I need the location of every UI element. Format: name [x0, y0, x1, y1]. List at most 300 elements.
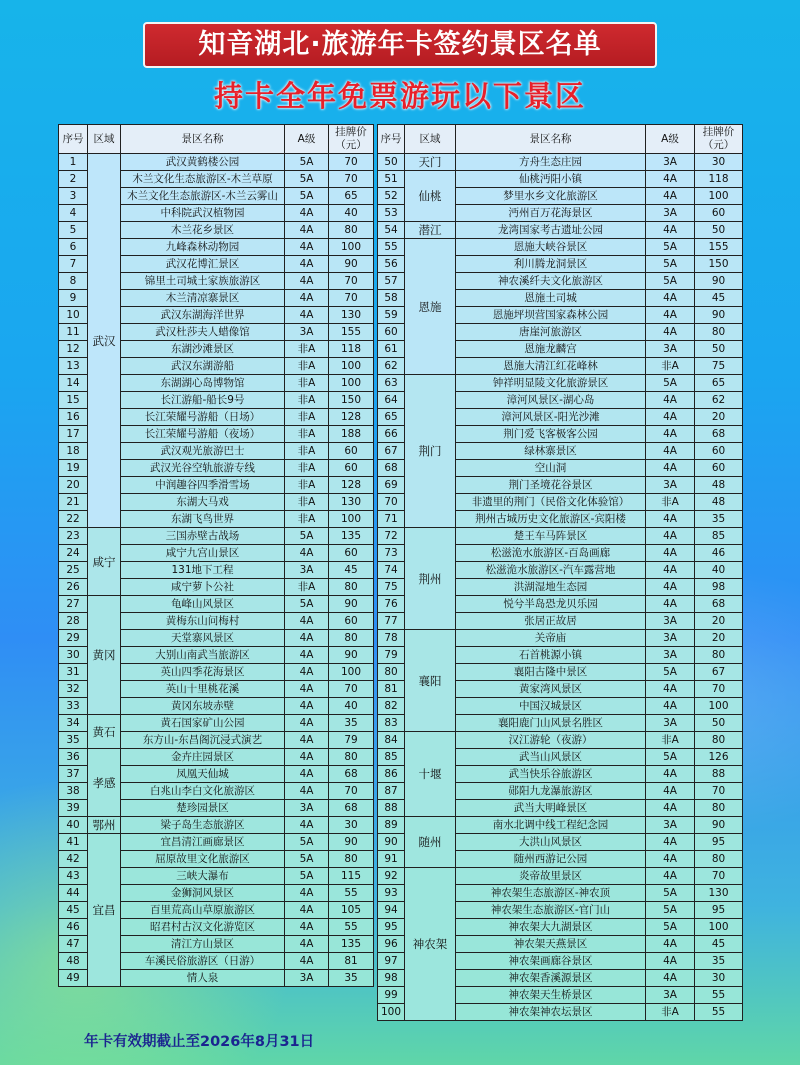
row-number: 93 — [378, 885, 405, 902]
scenic-name: 张居正故居 — [456, 613, 646, 630]
scenic-name: 荆门爱飞客极客公园 — [456, 426, 646, 443]
row-number: 10 — [59, 307, 88, 324]
ticket-price: 46 — [695, 545, 743, 562]
ticket-price: 75 — [695, 358, 743, 375]
ticket-price: 95 — [695, 834, 743, 851]
a-level: 非A — [285, 392, 329, 409]
row-number: 95 — [378, 919, 405, 936]
row-number: 2 — [59, 171, 88, 188]
a-level: 4A — [646, 953, 695, 970]
a-level: 4A — [285, 273, 329, 290]
scenic-name: 情人泉 — [121, 970, 285, 987]
ticket-price: 60 — [695, 443, 743, 460]
ticket-price: 65 — [329, 188, 374, 205]
row-number: 50 — [378, 154, 405, 171]
ticket-price: 130 — [329, 307, 374, 324]
scenic-name: 英山四季花海景区 — [121, 664, 285, 681]
row-number: 66 — [378, 426, 405, 443]
region-cell: 黄冈 — [88, 596, 121, 715]
a-level: 5A — [285, 171, 329, 188]
scenic-name: 利川腾龙洞景区 — [456, 256, 646, 273]
region-cell: 十堰 — [405, 732, 456, 817]
row-number: 86 — [378, 766, 405, 783]
ticket-price: 90 — [329, 834, 374, 851]
a-level: 3A — [646, 987, 695, 1004]
scenic-name: 中润趣谷四季滑雪场 — [121, 477, 285, 494]
row-number: 85 — [378, 749, 405, 766]
row-number: 20 — [59, 477, 88, 494]
row-number: 39 — [59, 800, 88, 817]
ticket-price: 80 — [329, 749, 374, 766]
row-number: 99 — [378, 987, 405, 1004]
scenic-name: 钟祥明显陵文化旅游景区 — [456, 375, 646, 392]
ticket-price: 100 — [329, 664, 374, 681]
ticket-price: 100 — [329, 375, 374, 392]
ticket-price: 95 — [695, 902, 743, 919]
row-number: 40 — [59, 817, 88, 834]
row-number: 92 — [378, 868, 405, 885]
a-level: 5A — [646, 375, 695, 392]
ticket-price: 45 — [695, 290, 743, 307]
header-price: 挂牌价（元） — [329, 125, 374, 154]
ticket-price: 35 — [695, 953, 743, 970]
a-level: 3A — [646, 630, 695, 647]
ticket-price: 60 — [329, 545, 374, 562]
row-number: 73 — [378, 545, 405, 562]
ticket-price: 67 — [695, 664, 743, 681]
page-subtitle: 持卡全年免票游玩以下景区 — [213, 79, 586, 113]
scenic-name: 东湖大马戏 — [121, 494, 285, 511]
scenic-name: 武汉花博汇景区 — [121, 256, 285, 273]
ticket-price: 81 — [329, 953, 374, 970]
row-number: 28 — [59, 613, 88, 630]
row-number: 7 — [59, 256, 88, 273]
a-level: 4A — [646, 460, 695, 477]
ticket-price: 100 — [329, 358, 374, 375]
a-level: 4A — [285, 698, 329, 715]
ticket-price: 85 — [695, 528, 743, 545]
ticket-price: 100 — [695, 188, 743, 205]
ticket-price: 79 — [329, 732, 374, 749]
scenic-name: 恩施土司城 — [456, 290, 646, 307]
row-number: 18 — [59, 443, 88, 460]
row-number: 35 — [59, 732, 88, 749]
scenic-name: 三国赤壁古战场 — [121, 528, 285, 545]
a-level: 4A — [285, 545, 329, 562]
scenic-name: 131地下工程 — [121, 562, 285, 579]
a-level: 5A — [285, 851, 329, 868]
ticket-price: 80 — [695, 647, 743, 664]
scenic-name: 金卉庄园景区 — [121, 749, 285, 766]
region-cell: 襄阳 — [405, 630, 456, 732]
ticket-price: 100 — [329, 239, 374, 256]
table-body-left — [59, 154, 374, 987]
scenic-name: 神农架生态旅游区-神农顶 — [456, 885, 646, 902]
table-row — [378, 868, 743, 885]
table-row — [59, 817, 374, 834]
scenic-name: 仙桃沔阳小镇 — [456, 171, 646, 188]
scenic-name: 黄梅东山问梅村 — [121, 613, 285, 630]
a-level: 5A — [646, 256, 695, 273]
a-level: 4A — [285, 919, 329, 936]
scenic-name: 梁子岛生态旅游区 — [121, 817, 285, 834]
scenic-name: 武汉杜莎夫人蜡像馆 — [121, 324, 285, 341]
scenic-name: 天堂寨风景区 — [121, 630, 285, 647]
row-number: 83 — [378, 715, 405, 732]
ticket-price: 30 — [695, 970, 743, 987]
region-cell: 恩施 — [405, 239, 456, 375]
row-number: 54 — [378, 222, 405, 239]
ticket-price: 50 — [695, 715, 743, 732]
a-level: 4A — [285, 222, 329, 239]
a-level: 4A — [285, 664, 329, 681]
scenic-name: 神农溪纤夫文化旅游区 — [456, 273, 646, 290]
scenic-name: 木兰文化生态旅游区-木兰云雾山 — [121, 188, 285, 205]
row-number: 22 — [59, 511, 88, 528]
row-number: 21 — [59, 494, 88, 511]
a-level: 3A — [646, 477, 695, 494]
a-level: 非A — [285, 494, 329, 511]
scenic-name: 木兰清凉寨景区 — [121, 290, 285, 307]
table-row — [378, 528, 743, 545]
ticket-price: 150 — [329, 392, 374, 409]
a-level: 3A — [285, 800, 329, 817]
ticket-price: 20 — [695, 613, 743, 630]
ticket-price: 126 — [695, 749, 743, 766]
ticket-price: 60 — [329, 443, 374, 460]
a-level: 4A — [646, 409, 695, 426]
a-level: 4A — [285, 290, 329, 307]
ticket-price: 48 — [695, 494, 743, 511]
scenic-name: 中国汉城景区 — [456, 698, 646, 715]
scenic-name: 武汉东湖海洋世界 — [121, 307, 285, 324]
a-level: 3A — [646, 817, 695, 834]
a-level: 3A — [646, 341, 695, 358]
a-level: 3A — [285, 970, 329, 987]
ticket-price: 70 — [695, 868, 743, 885]
row-number: 79 — [378, 647, 405, 664]
a-level: 5A — [646, 239, 695, 256]
row-number: 23 — [59, 528, 88, 545]
ticket-price: 70 — [329, 290, 374, 307]
scenic-name: 襄阳鹿门山风景名胜区 — [456, 715, 646, 732]
row-number: 41 — [59, 834, 88, 851]
scenic-name: 漳河风景区-阳光沙滩 — [456, 409, 646, 426]
ticket-price: 128 — [329, 477, 374, 494]
ticket-price: 50 — [695, 341, 743, 358]
a-level: 4A — [285, 732, 329, 749]
scenic-name: 沔州百万花海景区 — [456, 205, 646, 222]
header-price: 挂牌价（元） — [695, 125, 743, 154]
ticket-price: 70 — [329, 783, 374, 800]
row-number: 63 — [378, 375, 405, 392]
row-number: 80 — [378, 664, 405, 681]
ticket-price: 155 — [695, 239, 743, 256]
scenic-name: 恩施大峡谷景区 — [456, 239, 646, 256]
scenic-name: 长江荣耀号游船（日场） — [121, 409, 285, 426]
a-level: 非A — [285, 358, 329, 375]
ticket-price: 50 — [695, 222, 743, 239]
row-number: 64 — [378, 392, 405, 409]
a-level: 4A — [646, 698, 695, 715]
ticket-price: 35 — [329, 970, 374, 987]
row-number: 81 — [378, 681, 405, 698]
table-row — [59, 834, 374, 851]
row-number: 24 — [59, 545, 88, 562]
a-level: 4A — [285, 783, 329, 800]
row-number: 69 — [378, 477, 405, 494]
a-level: 4A — [285, 681, 329, 698]
region-cell: 黄石 — [88, 715, 121, 749]
scenic-name: 英山十里桃花溪 — [121, 681, 285, 698]
ticket-price: 60 — [329, 613, 374, 630]
row-number: 87 — [378, 783, 405, 800]
ticket-price: 128 — [329, 409, 374, 426]
region-cell: 荆州 — [405, 528, 456, 630]
row-number: 6 — [59, 239, 88, 256]
row-number: 3 — [59, 188, 88, 205]
a-level: 3A — [646, 154, 695, 171]
ticket-price: 40 — [329, 698, 374, 715]
row-number: 75 — [378, 579, 405, 596]
table-row — [378, 732, 743, 749]
table-row — [59, 528, 374, 545]
table-row — [378, 817, 743, 834]
a-level: 4A — [285, 239, 329, 256]
a-level: 非A — [285, 511, 329, 528]
row-number: 77 — [378, 613, 405, 630]
ticket-price: 68 — [329, 766, 374, 783]
a-level: 4A — [285, 256, 329, 273]
row-number: 94 — [378, 902, 405, 919]
a-level: 4A — [646, 290, 695, 307]
a-level: 4A — [646, 970, 695, 987]
ticket-price: 98 — [695, 579, 743, 596]
scenic-name: 黄冈东坡赤壁 — [121, 698, 285, 715]
ticket-price: 60 — [329, 460, 374, 477]
ticket-price: 60 — [695, 460, 743, 477]
scenic-name: 梦里水乡文化旅游区 — [456, 188, 646, 205]
row-number: 47 — [59, 936, 88, 953]
ticket-price: 100 — [695, 698, 743, 715]
a-level: 4A — [285, 749, 329, 766]
row-number: 25 — [59, 562, 88, 579]
scenic-name: 黄石国家矿山公园 — [121, 715, 285, 732]
scenic-name: 绿林寨景区 — [456, 443, 646, 460]
table-row — [59, 749, 374, 766]
table-row — [378, 222, 743, 239]
table-row — [59, 154, 374, 171]
a-level: 4A — [646, 681, 695, 698]
row-number: 100 — [378, 1004, 405, 1021]
a-level: 非A — [285, 409, 329, 426]
table-body-right — [378, 154, 743, 1021]
ticket-price: 80 — [329, 630, 374, 647]
row-number: 19 — [59, 460, 88, 477]
a-level: 4A — [646, 528, 695, 545]
a-level: 4A — [646, 426, 695, 443]
a-level: 非A — [646, 732, 695, 749]
scenic-name: 清江方山景区 — [121, 936, 285, 953]
a-level: 4A — [646, 171, 695, 188]
a-level: 4A — [285, 205, 329, 222]
a-level: 5A — [646, 885, 695, 902]
a-level: 3A — [285, 562, 329, 579]
a-level: 5A — [646, 664, 695, 681]
scenic-name: 松滋洈水旅游区-汽车露营地 — [456, 562, 646, 579]
scenic-table-right — [377, 124, 743, 1021]
scenic-name: 昭君村古汉文化游览区 — [121, 919, 285, 936]
row-number: 53 — [378, 205, 405, 222]
a-level: 4A — [646, 868, 695, 885]
scenic-name: 神农架大九湖景区 — [456, 919, 646, 936]
region-cell: 潜江 — [405, 222, 456, 239]
scenic-name: 龙湾国家考古遗址公园 — [456, 222, 646, 239]
scenic-name: 木兰花乡景区 — [121, 222, 285, 239]
row-number: 31 — [59, 664, 88, 681]
a-level: 4A — [646, 511, 695, 528]
a-level: 4A — [646, 579, 695, 596]
scenic-name: 楚王车马阵景区 — [456, 528, 646, 545]
region-cell: 天门 — [405, 154, 456, 171]
a-level: 3A — [646, 613, 695, 630]
a-level: 4A — [646, 392, 695, 409]
ticket-price: 70 — [329, 681, 374, 698]
ticket-price: 68 — [695, 596, 743, 613]
scenic-name: 武汉光谷空轨旅游专线 — [121, 460, 285, 477]
header-level: A级 — [646, 125, 695, 154]
row-number: 76 — [378, 596, 405, 613]
ticket-price: 70 — [329, 273, 374, 290]
row-number: 60 — [378, 324, 405, 341]
a-level: 4A — [646, 562, 695, 579]
region-cell: 神农架 — [405, 868, 456, 1021]
row-number: 90 — [378, 834, 405, 851]
scenic-name: 石首桃源小镇 — [456, 647, 646, 664]
row-number: 56 — [378, 256, 405, 273]
ticket-price: 80 — [329, 222, 374, 239]
scenic-name: 大别山南武当旅游区 — [121, 647, 285, 664]
a-level: 4A — [285, 647, 329, 664]
row-number: 13 — [59, 358, 88, 375]
a-level: 3A — [646, 205, 695, 222]
region-cell: 宜昌 — [88, 834, 121, 987]
scenic-name: 荆门圣境花谷景区 — [456, 477, 646, 494]
row-number: 1 — [59, 154, 88, 171]
row-number: 62 — [378, 358, 405, 375]
table-row — [59, 596, 374, 613]
row-number: 4 — [59, 205, 88, 222]
scenic-name: 屈原故里文化旅游区 — [121, 851, 285, 868]
scenic-name: 汉江游轮（夜游） — [456, 732, 646, 749]
row-number: 16 — [59, 409, 88, 426]
row-number: 17 — [59, 426, 88, 443]
a-level: 非A — [285, 341, 329, 358]
ticket-price: 80 — [695, 732, 743, 749]
row-number: 15 — [59, 392, 88, 409]
a-level: 5A — [285, 528, 329, 545]
a-level: 非A — [646, 1004, 695, 1021]
scenic-name: 恩施大清江红花峰林 — [456, 358, 646, 375]
a-level: 4A — [285, 715, 329, 732]
scenic-name: 白兆山李白文化旅游区 — [121, 783, 285, 800]
ticket-price: 118 — [329, 341, 374, 358]
ticket-price: 62 — [695, 392, 743, 409]
scenic-name: 襄阳古隆中景区 — [456, 664, 646, 681]
ticket-price: 35 — [695, 511, 743, 528]
row-number: 82 — [378, 698, 405, 715]
ticket-price: 118 — [695, 171, 743, 188]
ticket-price: 90 — [329, 256, 374, 273]
ticket-price: 100 — [329, 511, 374, 528]
scenic-name: 锦里土司城土家族旅游区 — [121, 273, 285, 290]
a-level: 5A — [285, 868, 329, 885]
row-number: 72 — [378, 528, 405, 545]
ticket-price: 40 — [695, 562, 743, 579]
row-number: 30 — [59, 647, 88, 664]
row-number: 97 — [378, 953, 405, 970]
scenic-name: 凤凰天仙城 — [121, 766, 285, 783]
row-number: 36 — [59, 749, 88, 766]
header-no: 序号 — [59, 125, 88, 154]
ticket-price: 115 — [329, 868, 374, 885]
scenic-name: 武当大明峰景区 — [456, 800, 646, 817]
row-number: 26 — [59, 579, 88, 596]
table-row — [59, 715, 374, 732]
a-level: 4A — [646, 188, 695, 205]
scenic-name: 龟峰山风景区 — [121, 596, 285, 613]
region-cell: 仙桃 — [405, 171, 456, 222]
ticket-price: 130 — [329, 494, 374, 511]
scenic-name: 大洪山风景区 — [456, 834, 646, 851]
row-number: 12 — [59, 341, 88, 358]
row-number: 48 — [59, 953, 88, 970]
scenic-name: 楚珍园景区 — [121, 800, 285, 817]
scenic-name: 宜昌清江画廊景区 — [121, 834, 285, 851]
a-level: 非A — [285, 375, 329, 392]
a-level: 3A — [285, 324, 329, 341]
table-row — [378, 154, 743, 171]
scenic-name: 长江荣耀号游船（夜场） — [121, 426, 285, 443]
region-cell: 荆门 — [405, 375, 456, 528]
ticket-price: 80 — [695, 324, 743, 341]
row-number: 51 — [378, 171, 405, 188]
ticket-price: 68 — [695, 426, 743, 443]
scenic-name: 武汉东湖游船 — [121, 358, 285, 375]
a-level: 4A — [646, 936, 695, 953]
a-level: 4A — [285, 936, 329, 953]
scenic-name: 空山洞 — [456, 460, 646, 477]
ticket-price: 68 — [329, 800, 374, 817]
row-number: 71 — [378, 511, 405, 528]
scenic-name: 荆州古城历史文化旅游区-宾阳楼 — [456, 511, 646, 528]
scenic-name: 车溪民俗旅游区（日游） — [121, 953, 285, 970]
a-level: 4A — [646, 596, 695, 613]
row-number: 9 — [59, 290, 88, 307]
a-level: 4A — [646, 766, 695, 783]
row-number: 70 — [378, 494, 405, 511]
ticket-price: 70 — [329, 171, 374, 188]
row-number: 27 — [59, 596, 88, 613]
ticket-price: 130 — [695, 885, 743, 902]
scenic-name: 随州西游记公园 — [456, 851, 646, 868]
ticket-price: 70 — [329, 154, 374, 171]
ticket-price: 135 — [329, 936, 374, 953]
scenic-name: 长江游船-船长9号 — [121, 392, 285, 409]
a-level: 4A — [646, 834, 695, 851]
row-number: 5 — [59, 222, 88, 239]
a-level: 5A — [285, 154, 329, 171]
